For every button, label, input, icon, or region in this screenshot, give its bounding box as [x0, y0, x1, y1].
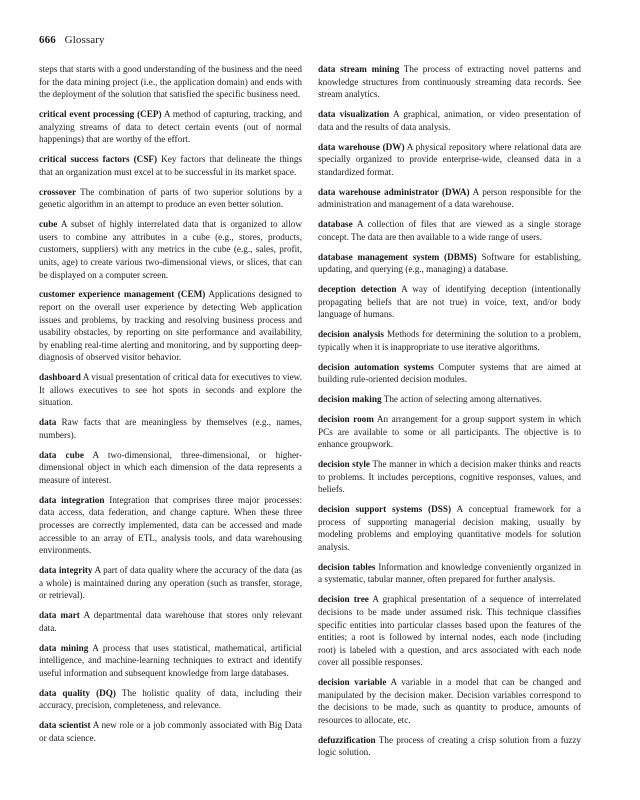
entry-definition: A new role or a job commonly associated with Big Data or data science. [39, 720, 302, 743]
entry-definition: A conceptual framework for a process of supporting managerial decision making, usually by modeling problems and employing quantitative models for solution analysis. [318, 504, 582, 552]
glossary-entry [39, 371, 302, 409]
glossary-entry [39, 108, 302, 146]
glossary-entry [39, 63, 302, 101]
entry-definition: The combination of parts of two superior solutions by a genetic algorithm in an attempt to produce an even better solution. [39, 186, 302, 210]
entry-term: data warehouse (DW) [318, 141, 405, 152]
entry-definition: A person responsible for the administration and management of a data warehouse. [318, 186, 581, 210]
entry-definition: Software for establishing, updating, and querying (e.g., managing) a database. [318, 251, 581, 275]
entry-definition: A graphical, animation, or video presentation of data and the results of data analysis. [318, 109, 581, 132]
entry-term: critical event processing (CEP) [39, 109, 162, 120]
entry-term: data cube [39, 449, 84, 460]
entry-term: data mining [39, 642, 89, 653]
entry-definition: The action of selecting among alternatives. [383, 394, 542, 405]
entry-definition: Integration that comprises three major processes: data access, data federation, and change capture. When these three processes are correctly implemented, data can be accessed and made accessible to an array of ETL, analysis tools, and data warehousing environments. [39, 494, 302, 556]
entry-definition: The manner in which a decision maker thinks and reacts to problems. It includes perceptions, cognitive responses, values, and beliefs. [318, 459, 581, 495]
glossary-entry [39, 153, 302, 178]
section-title: Glossary [64, 34, 105, 46]
glossary-entry [39, 416, 302, 441]
entry-term: defuzzification [318, 734, 376, 745]
glossary-entry [39, 218, 302, 281]
entry-term: decision style [318, 459, 370, 470]
entry-definition: Applications designed to report on the overall user experience by detecting Web application issues and problems, by tracking and resolving business process and usability obstacles, by reporting on site performance and availability, by enabling real-time alerting and monitoring, and by supporting deep-diagnosis of observed visitor behavior. [39, 289, 303, 363]
entry-term: critical success factors (CSF) [39, 154, 158, 165]
glossary-entry [318, 458, 581, 496]
glossary-entry [39, 288, 302, 364]
entry-definition: A visual presentation of critical data for executives to view. It allows executives to see hot spots in seconds and explore the situation. [39, 372, 303, 408]
entry-term: deception detection [318, 284, 397, 295]
glossary-entry [318, 734, 581, 759]
glossary-entry [318, 503, 581, 553]
entry-definition: A departmental data warehouse that stores only relevant data. [39, 610, 302, 633]
glossary-entry [39, 687, 302, 712]
entry-definition: A subset of highly interrelated data that is organized to allow users to combine any attributes in a cube (e.g., stores, products, customers, suppliers) with any metrics in the cube (e.g., sales, profit, units, age) to create various two-dimensional views, or slices, that can be displayed on a computer screen. [39, 219, 302, 280]
entry-term: data integrity [39, 565, 93, 576]
glossary-entry [39, 494, 302, 557]
entry-definition: Methods for determining the solution to a problem, typically when it is inappropriate to use iterative algorithms. [318, 329, 582, 352]
right-column [318, 63, 581, 766]
entry-term: database management system (DBMS) [318, 251, 477, 262]
entry-term: decision room [318, 414, 374, 425]
entry-definition: Computer systems that are aimed at building rule-oriented decision modules. [318, 361, 582, 385]
glossary-entry [318, 251, 581, 276]
entry-definition: The holistic quality of data, including their accuracy, precision, completeness, and relevance. [39, 687, 302, 711]
glossary-entry [39, 186, 302, 211]
entry-definition: A method of capturing, tracking, and analyzing streams of data to detect certain events (out of normal happenings) that are worthy of the effort. [39, 109, 302, 145]
entry-definition: Raw facts that are meaningless by themselves (e.g., names, numbers). [39, 417, 302, 440]
entry-term: decision tree [318, 594, 369, 605]
entry-term: data [39, 417, 57, 428]
entry-term: data visualization [318, 109, 390, 120]
entry-term: customer experience management (CEM) [39, 289, 206, 300]
entry-definition: A part of data quality where the accuracy of the data (as a whole) is maintained during any operation (such as transfer, storage, or retrieval). [39, 565, 302, 601]
glossary-entry [39, 564, 302, 602]
entry-term: data quality (DQ) [39, 687, 116, 698]
glossary-entry [318, 328, 581, 353]
glossary-entry [39, 642, 302, 680]
entry-term: data stream mining [318, 64, 400, 74]
glossary-entry [318, 283, 581, 321]
glossary-entry [39, 449, 302, 487]
entry-term: decision support systems (DSS) [318, 504, 452, 515]
entry-definition: A variable in a model that can be changed and manipulated by the decision maker. Decision variables correspond to the decisions to be made, such as quantity to produce, amounts of resources to allocate, etc. [318, 677, 581, 725]
entry-term: decision automation systems [318, 361, 434, 372]
glossary-entry [318, 361, 581, 386]
entry-definition: An arrangement for a group support system in which PCs are available to some or all participants. The objective is to enhance groupwork. [318, 414, 581, 450]
glossary-entry [318, 108, 581, 133]
entry-definition: Key factors that delineate the things that an organization must excel at to be successful in its market space. [39, 154, 302, 177]
entry-term: crossover [39, 186, 77, 197]
entry-term: database [318, 219, 353, 230]
entry-definition: Information and knowledge conveniently organized in a systematic, tabular manner, often prepared for further analysis. [318, 561, 582, 585]
glossary-entry [318, 63, 581, 101]
entry-definition: The process of extracting novel patterns and knowledge structures from continuously streaming data records. See stream analytics. [318, 64, 581, 100]
glossary-entry [318, 561, 581, 586]
entry-term: cube [39, 219, 58, 230]
entry-definition: A graphical presentation of a sequence of interrelated decisions to be made under assumed risk. This technique classifies specific entities into particular classes based upon the features of the entities; a root is followed by internal nodes, each node (including root) is labeled with a question, and arcs associated with each node cover all possible responses. [318, 594, 581, 668]
entry-definition: A process that uses statistical, mathematical, artificial intelligence, and machine-learning techniques to extract and identify useful information and subsequent knowledge from large databases. [39, 642, 302, 678]
glossary-entry [318, 186, 581, 211]
entry-definition: steps that starts with a good understanding of the business and the need for the data mining project (i.e., the application domain) and ends with the deployment of the solution that satisfied the specific business need. [39, 64, 302, 100]
glossary-entry [318, 413, 581, 451]
entry-term: data mart [39, 610, 80, 621]
glossary-entry [318, 676, 581, 726]
entry-term: decision making [318, 394, 382, 405]
glossary-entry [318, 393, 581, 406]
entry-definition: A way of identifying deception (intentionally propagating beliefs that are not true) in voice, text, and/or body language of humans. [318, 284, 581, 320]
entry-term: data integration [39, 494, 105, 505]
page-number: 666 [39, 34, 56, 46]
entry-definition: A physical repository where relational data are specially organized to provide enterprise-wide, cleansed data in a standardized format. [318, 141, 582, 177]
entry-term: data scientist [39, 720, 91, 731]
glossary-entry [39, 609, 302, 634]
entry-term: dashboard [39, 372, 81, 383]
entry-term: decision variable [318, 677, 387, 688]
left-column [39, 63, 302, 752]
entry-term: data warehouse administrator (DWA) [318, 186, 470, 197]
page-header [39, 34, 105, 46]
glossary-entry [318, 593, 581, 669]
entry-definition: The process of creating a crisp solution from a fuzzy logic solution. [318, 734, 581, 758]
entry-definition: A two-dimensional, three-dimensional, or higher-dimensional object in which each dimension of the data represents a measure of interest. [39, 449, 302, 485]
entry-term: decision tables [318, 561, 376, 572]
entry-term: decision analysis [318, 329, 384, 340]
entry-definition: A collection of files that are viewed as a single storage concept. The data are then available to a wide range of users. [318, 219, 581, 242]
glossary-entry [39, 719, 302, 744]
glossary-entry [318, 141, 581, 179]
glossary-entry [318, 218, 581, 243]
